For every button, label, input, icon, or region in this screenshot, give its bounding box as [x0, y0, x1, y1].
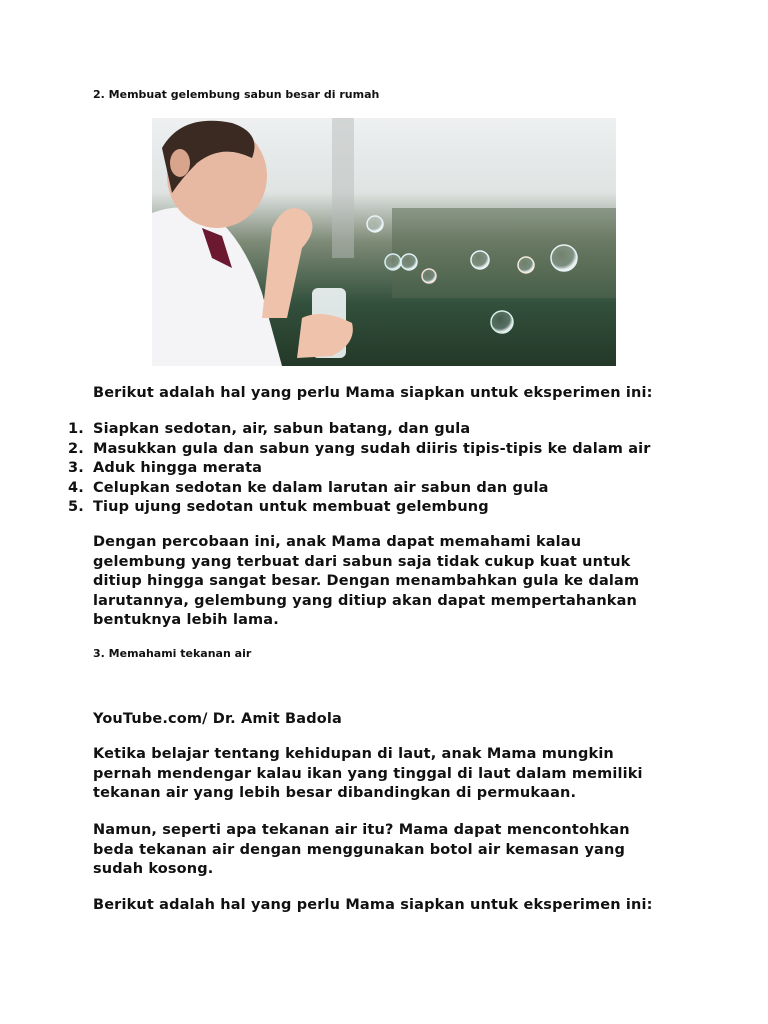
image-source-credit: YouTube.com/ Dr. Amit Badola [93, 711, 342, 727]
list-item: 5. Tiup ujung sedotan untuk membuat gelembung [68, 499, 489, 515]
experiment-intro-bubbles: Berikut adalah hal yang perlu Mama siapkan untuk eksperimen ini: [93, 385, 653, 401]
list-item: 4. Celupkan sedotan ke dalam larutan air sabun dan gula [68, 479, 549, 496]
sea-life-paragraph: Ketika belajar tentang kehidupan di laut, anak Mama mungkin pernah mendengar kalau ikan yang tinggal di laut dalam memiliki tekanan air yang lebih besar dibandingkan di permukaan. [93, 746, 643, 801]
list-item: 2. Masukkan gula dan sabun yang sudah diiris tipis-tipis ke dalam air [68, 440, 651, 457]
experiment-intro-water: Berikut adalah hal yang perlu Mama siapkan untuk eksperimen ini: [93, 897, 653, 913]
bubbles-explanation: Dengan percobaan ini, anak Mama dapat memahami kalau gelembung yang terbuat dari sabun saja tidak cukup kuat untuk ditiup hingga sangat besar. Dengan menambahkan gula ke dalam larutannya, gelembung yang ditiup akan dapat mempertahankan bentuknya lebih lama. [93, 534, 640, 628]
water-pressure-paragraph: Namun, seperti apa tekanan air itu? Mama dapat mencontohkan beda tekanan air dengan menggunakan botol air kemasan yang sudah kosong. [93, 822, 630, 877]
list-item: 1. Siapkan sedotan, air, sabun batang, dan gula [68, 421, 471, 437]
list-item: 3. Aduk hingga merata [68, 460, 263, 476]
bubbles-photo [152, 118, 616, 366]
section-heading-water-pressure: 3. Memahami tekanan air [93, 647, 252, 660]
steps-list [68, 420, 651, 518]
section-heading-bubbles: 2. Membuat gelembung sabun besar di rumah [93, 88, 380, 101]
